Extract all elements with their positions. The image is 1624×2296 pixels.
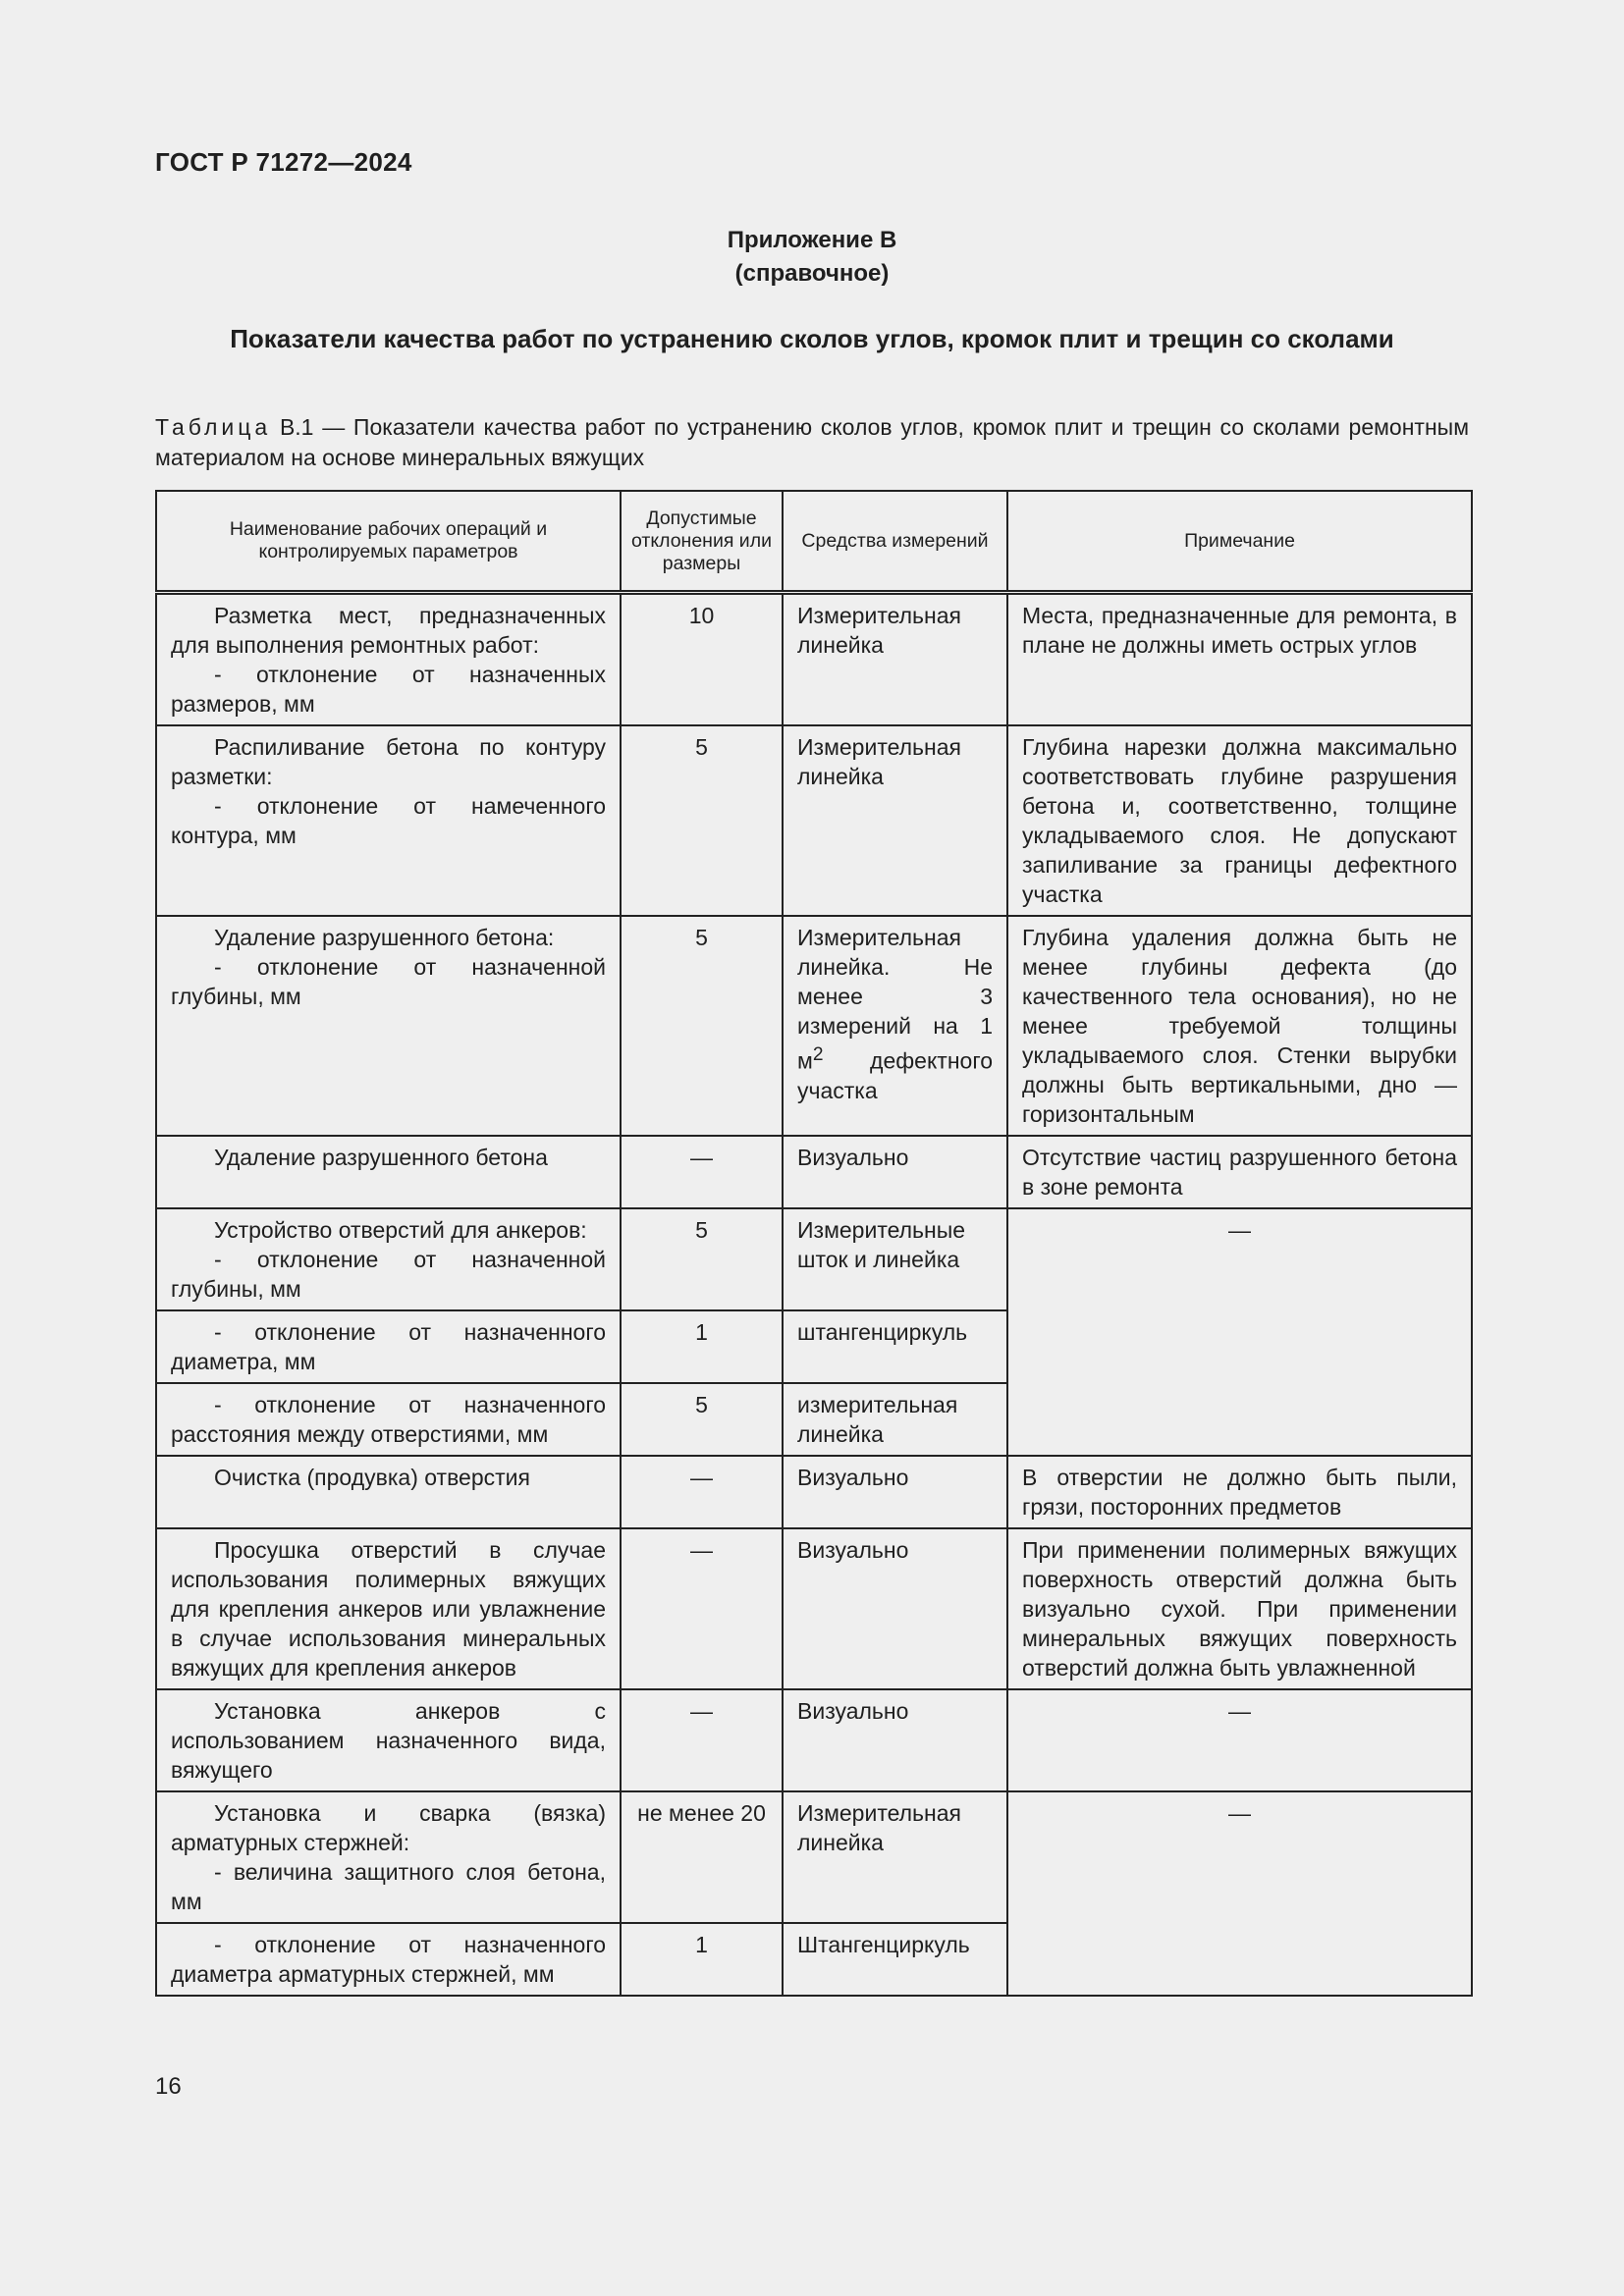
quality-indicators-table (155, 490, 1473, 1997)
header-tolerances: Допустимые отклонения или размеры (621, 491, 783, 593)
cell-note: Глубина нарезки должна максимально соответствовать глубине разрушения бетона и, соответственно, толщине укладываемого слоя. Не допускают запиливание за границы дефектного участка (1007, 725, 1472, 916)
header-note: Примечание (1007, 491, 1472, 593)
cell-operation (156, 1456, 621, 1528)
cell-tool: Штангенциркуль (783, 1923, 1007, 1996)
operation-title: Просушка отверстий в случае использования полимерных вяжущих для крепления анкеров или увлажнение в случае использования минеральных вяжущих для крепления анкеров (171, 1537, 606, 1681)
cell-note: — (1007, 1689, 1472, 1791)
cell-tool: измерительная линейка (783, 1383, 1007, 1456)
operation-title: Распиливание бетона по контуру разметки: (171, 734, 606, 789)
operation-title: Устройство отверстий для анкеров: (214, 1217, 587, 1243)
table-caption-prefix: Таблица (155, 414, 272, 440)
cell-operation (156, 1791, 621, 1923)
cell-tolerance: — (621, 1456, 783, 1528)
cell-tool (783, 916, 1007, 1136)
table-header-row (156, 491, 1472, 593)
cell-note: Глубина удаления должна быть не менее глубины дефекта (до качественного тела основания), но не менее требуемой толщины укладываемого слоя. Стенки вырубки должны быть вертикальными, дно — горизонтальным (1007, 916, 1472, 1136)
cell-tolerance: 10 (621, 593, 783, 726)
table-row (156, 1791, 1472, 1923)
operation-title: Удаление разрушенного бетона: (214, 925, 555, 950)
cell-operation (156, 1310, 621, 1383)
operation-title: Установка анкеров с использованием назначенного вида, вяжущего (171, 1698, 606, 1783)
cell-tolerance: 1 (621, 1923, 783, 1996)
cell-tool: штангенциркуль (783, 1310, 1007, 1383)
table-row (156, 1208, 1472, 1310)
operation-title: Удаление разрушенного бетона (214, 1145, 548, 1170)
operation-parameter: - отклонение от назначенной глубины, мм (171, 1247, 606, 1302)
appendix-title: Приложение В (727, 227, 897, 253)
tool-superscript: 2 (812, 1044, 824, 1065)
cell-note: — (1007, 1208, 1472, 1456)
cell-tolerance: не менее 20 (621, 1791, 783, 1923)
table-row (156, 1456, 1472, 1528)
cell-tolerance: — (621, 1689, 783, 1791)
operation-parameter: - величина защитного слоя бетона, мм (171, 1859, 606, 1914)
document-code: ГОСТ Р 71272—2024 (155, 147, 412, 177)
cell-note: Отсутствие частиц разрушенного бетона в зоне ремонта (1007, 1136, 1472, 1208)
cell-tolerance: — (621, 1136, 783, 1208)
cell-tool: Визуально (783, 1456, 1007, 1528)
table-row (156, 1528, 1472, 1689)
cell-tool: Измерительные шток и линейка (783, 1208, 1007, 1310)
cell-operation (156, 1923, 621, 1996)
cell-tool: Визуально (783, 1136, 1007, 1208)
cell-tool: Измерительная линейка (783, 593, 1007, 726)
cell-tool: Измерительная линейка (783, 1791, 1007, 1923)
table-row (156, 916, 1472, 1136)
cell-note: — (1007, 1791, 1472, 1996)
page-number: 16 (155, 2073, 182, 2100)
header-measuring-tools: Средства измерений (783, 491, 1007, 593)
cell-tool: Визуально (783, 1689, 1007, 1791)
appendix-heading (0, 224, 1624, 291)
cell-tolerance: 1 (621, 1310, 783, 1383)
section-title: Показатели качества работ по устранению сколов углов, кромок плит и трещин со сколами (230, 324, 1394, 353)
cell-tool: Измерительная линейка (783, 725, 1007, 916)
cell-operation (156, 1689, 621, 1791)
operation-parameter: - отклонение от назначенного диаметра, мм (171, 1319, 606, 1374)
cell-operation (156, 725, 621, 916)
operation-title: Установка и сварка (вязка) арматурных стержней: (171, 1800, 606, 1855)
operation-title: Очистка (продувка) отверстия (214, 1465, 530, 1490)
table-caption-text: В.1 — Показатели качества работ по устранению сколов углов, кромок плит и трещин со сколами ремонтным материалом на основе минеральных вяжущих (155, 414, 1470, 470)
appendix-subtitle: (справочное) (734, 260, 890, 287)
cell-operation (156, 1528, 621, 1689)
table-caption (155, 412, 1469, 473)
operation-parameter: - отклонение от назначенной глубины, мм (171, 954, 606, 1009)
cell-note: Места, предназначенные для ремонта, в плане не должны иметь острых углов (1007, 593, 1472, 726)
table-row (156, 593, 1472, 726)
tool-text-end: дефектного участка (797, 1047, 993, 1103)
cell-tolerance: 5 (621, 916, 783, 1136)
cell-operation (156, 1208, 621, 1310)
cell-tolerance: 5 (621, 1383, 783, 1456)
cell-tolerance: 5 (621, 725, 783, 916)
operation-title: Разметка мест, предназначенных для выполнения ремонтных работ: (171, 603, 606, 658)
operation-parameter: - отклонение от назначенного расстояния между отверстиями, мм (171, 1392, 606, 1447)
operation-parameter: - отклонение от намеченного контура, мм (171, 793, 606, 848)
header-operations: Наименование рабочих операций и контролируемых параметров (156, 491, 621, 593)
operation-parameter: - отклонение от назначенных размеров, мм (171, 662, 606, 717)
operation-parameter: - отклонение от назначенного диаметра арматурных стержней, мм (171, 1932, 606, 1987)
cell-tool: Визуально (783, 1528, 1007, 1689)
cell-operation (156, 916, 621, 1136)
cell-tolerance: 5 (621, 1208, 783, 1310)
cell-note: В отверстии не должно быть пыли, грязи, посторонних предметов (1007, 1456, 1472, 1528)
cell-operation (156, 1383, 621, 1456)
cell-tolerance: — (621, 1528, 783, 1689)
cell-operation (156, 1136, 621, 1208)
table-row (156, 1136, 1472, 1208)
table-row (156, 1689, 1472, 1791)
table-row (156, 725, 1472, 916)
tool-text: Измерительная линейка. Не менее 3 измерений на 1 м (797, 925, 993, 1074)
cell-operation (156, 593, 621, 726)
cell-note: При применении полимерных вяжущих поверхность отверстий должна быть визуально сухой. При применении минеральных вяжущих поверхность отверстий должна быть увлажненной (1007, 1528, 1472, 1689)
